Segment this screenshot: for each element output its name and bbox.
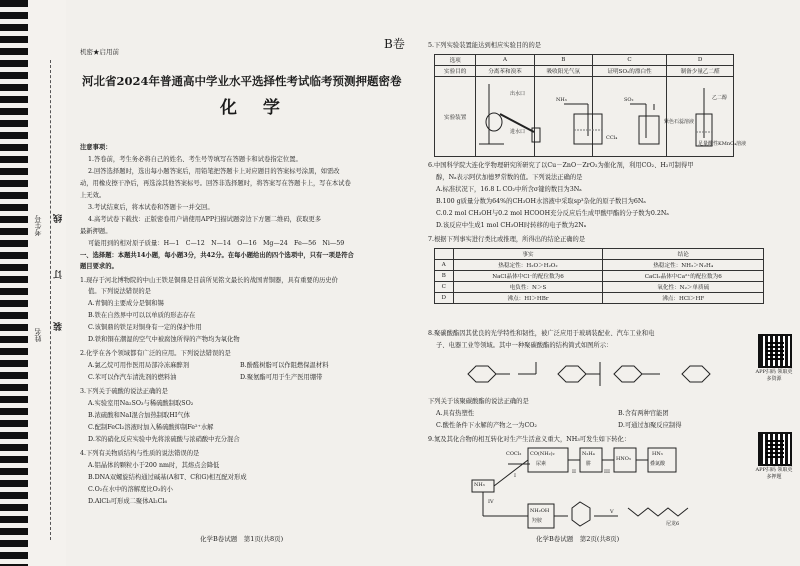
page-2-footer: 化学B卷试题 第2页(共8页) [536,535,620,543]
atomic-mass-line: 可能用到的相对原子质量：H—1 C—12 N—14 O—16 Mg—24 Fe—56 Ni—59 [88,240,345,247]
q9-nh3: NH₃ [474,482,485,488]
q9-hn3: HN₃ [652,451,663,457]
q9-hydroxylamine: 羟胺 [532,518,543,524]
q5-cell: 实验装置 [435,77,476,157]
q9-step-ii: II [572,469,576,475]
note-line: 4.高考试卷下载找：正版密卷用户请使用APP扫描试题旁边下方题二维码，获取更多 [88,216,322,223]
notes-heading: 注意事项： [80,144,112,151]
q1-option-b: B.铁在自然界中可以以单质的形态存在 [88,312,196,319]
q5-apparatus-drawings [434,74,734,156]
binding-strip [0,0,66,566]
qr-code-1[interactable] [758,334,792,368]
note-line: 1.答卷前，考生务必将自己的姓名、考生号等填写在答题卡和试卷指定位置。 [88,156,302,163]
q7-stem: 7.根据下列事实进行类比或推理，所得出的结论正确的是 [428,236,586,243]
note-line: 上无效。 [80,192,106,199]
q3-option-b: B.浓硫酸和NaI混合加热制取HI气体 [88,412,190,419]
q8-option-b: B.含有两种官能团 [618,410,669,417]
qr-caption-1: APP扫码 领取更多资源 [755,369,793,382]
q9-step-i: I [514,473,516,479]
note-line: 最新押题。 [80,228,112,235]
q6-stem: 6.中国科学院大连化学物理研究所研究了以Cu－ZnO－ZrO₂为催化剂，利用CO₂、H₂可制得甲 [428,162,694,169]
q7-table [434,248,764,304]
q9-urea-formula: CO(NH₂)₂ [530,451,555,457]
seal-line-text: 线 [54,214,64,223]
label-water-out: 出水口 [510,91,526,97]
page-2 [428,0,800,566]
q8-option-d: D.可通过加聚反应制得 [618,422,682,429]
q6-stem-cont: 醇，Nₐ表示阿伏加德罗常数的值。下列说法正确的是 [436,174,583,181]
q9-n2h4: N₂H₄ [582,451,595,457]
q7-cell: 热稳定性：H₂O＞H₂O₂ [453,260,603,271]
bind-line-text: 装 [54,322,64,331]
polycarbonate-structure [448,354,728,394]
note-line: 3.考试结束后，将本试卷和答题卡一并交回。 [88,204,214,211]
subject-title: 化 学 [220,98,290,118]
q5-cell: 吸收阳光气氛 [534,66,592,77]
q4-option-c: C.O₂在水中的溶解度比O₃的小 [88,486,173,493]
q5-cell: 实验目的 [435,66,476,77]
label-ccl4: CCl₄ [606,135,618,141]
q6-option-c: C.0.2 mol CH₃OH与0.2 mol HCOOH充分反应后生成甲酸甲酯的分子数为0.2Nₐ [436,210,669,217]
note-line: 动，用橡皮擦干净后，再选涂其他答案标号。回答非选择题时，将答案写在答题卡上，写在本试卷 [80,180,351,187]
q5-col-head: D [667,55,734,66]
q7-cell: C [435,282,454,293]
q1-option-d: D.铁和铜在潮湿的空气中被腐蚀所得的产物均为氧化物 [88,336,240,343]
q9-hydrazoic-acid: 叠氮酸 [650,461,666,467]
q7-cell: 氧化性：N₂＞单质硫 [603,282,764,293]
q7-cell: B [435,271,454,282]
q6-option-b: B.100 g质量分数为64%的CH₃OH水溶液中采取sp³杂化的原子数目为6Nₐ [436,198,646,205]
section-heading-cont: 题目要求的。 [80,263,118,270]
q9-step-iii: III [604,469,610,475]
label-litmus: 紫色石蕊溶液 [664,119,695,125]
q5-col-head: A [476,55,534,66]
q9-stem: 9.氮及其化合物的相互转化对生产生活意义重大，NH₃可发生如下转化： [428,436,631,443]
q9-step-iv: IV [488,499,494,505]
label-kmno4: 足量酸性KMnO₄溶液 [698,141,747,147]
q2-option-a: A.氯乙烷可用作医用局部冷冻麻醉剂 [88,362,190,369]
q2-option-c: C.苯可以作汽车清洗剂的燃料油 [88,374,177,381]
q1-stem: 1.现存于河北博物院的中山王铁足铜鼎是目前所见铭文最长的战国青铜器，具有重要的历史价 [80,277,338,284]
note-line: 2.回答选择题时，选出每小题答案后，用铅笔把答题卡上对应题目的答案标号涂黑，如需改 [88,168,340,175]
q5-cell: 分离苯和溴苯 [476,66,534,77]
label-glycol: 乙二醇 [712,95,728,101]
q7-cell: D [435,293,454,304]
q7-cell: A [435,260,454,271]
q3-option-d: D.苯的硝化反应实验中先将浓硫酸与浓硝酸中充分混合 [88,436,240,443]
q2-stem: 2.化学在各个领域都有广泛的应用。下列说法错误的是 [80,350,231,357]
q1-stem-cont: 值。下列说法错误的是 [88,288,151,295]
q4-option-b: B.DNA双螺旋结构通过碱基(A和T、C和G)相互配对形成 [88,474,247,481]
q8-option-a: A.具有热塑性 [436,410,475,417]
q3-option-a: A.实验室用Na₂SO₃与稀硫酸制取SO₂ [88,400,194,407]
q5-col-head: C [592,55,666,66]
q1-option-c: C.该铜鼎的铁足对铜身有一定的保护作用 [88,324,202,331]
q8-stem-cont: 子、电器工业等领域。其中一种聚碳酸酯的结构简式如图所示： [436,342,613,349]
label-nh3: NH₃ [556,97,567,103]
q7-head: 结论 [603,249,764,260]
label-so2: SO₂ [624,97,634,103]
q6-option-d: D.该反应中生成1 mol CH₃OH时转移的电子数为2Nₐ [436,222,587,229]
q9-hno3: HNO₃ [616,456,631,462]
q5-col-head: 选项 [435,55,476,66]
q7-cell: 沸点：HI＞HBr [453,293,603,304]
q7-head [435,249,454,260]
q8-question: 下列关于该聚碳酸酯的说法正确的是 [428,398,529,405]
volume-mark: B卷 [384,37,405,51]
q5-col-head: B [534,55,592,66]
secret-mark: 机密★启用前 [80,48,119,56]
qr-code-2[interactable] [758,432,792,466]
q9-step-v: V [610,509,614,515]
q5-cell: 证明SO₂的漂白性 [592,66,666,77]
order-line-text: 订 [54,270,64,279]
q9-urea: 尿素 [536,461,547,467]
q4-stem: 4.下列有关物质结构与性质的说法错误的是 [80,450,200,457]
q9-cocl2: COCl₂ [506,451,522,457]
exam-no-label: 考生号 [34,215,42,236]
label-water-in: 进水口 [510,129,526,135]
q2-option-d: D.聚氨酯可用于生产医用绷带 [240,374,323,381]
q9-conversion-diagram [468,446,728,530]
q9-nh2oh: NH₂OH [530,508,550,514]
q2-option-b: B.酚醛树脂可以作阻燃保温材料 [240,362,329,369]
q5-cell: 制备少量乙二醛 [667,66,734,77]
q7-head: 事实 [453,249,603,260]
q7-cell: NaCl晶体中Cl⁻的配位数为6 [453,271,603,282]
exam-title: 河北省2024年普通高中学业水平选择性考试临考预测押题密卷 [82,74,402,88]
q4-option-d: D.AlCl₃可形成二聚体Al₂Cl₆ [88,498,167,505]
q1-option-a: A.青铜的主要成分是铜和锡 [88,300,164,307]
q7-cell: 电负性：N＞S [453,282,603,293]
q9-nylon6: 尼龙6 [666,521,680,527]
q3-option-c: C.配制FeCl₂溶液时加入稀硫酸抑制Fe²⁺水解 [88,424,214,431]
q3-stem: 3.下列关于硫酸的说法正确的是 [80,388,168,395]
fold-line [50,60,51,540]
q9-hydrazine: 肼 [586,461,592,467]
q5-stem: 5.下列实验装置能达到相应实验目的的是 [428,42,542,49]
binding-stripes [0,0,28,566]
qr-caption-2: APP扫码 领取更多押题 [755,467,793,480]
name-label: 姓名 [34,328,42,342]
q8-option-c: C.酸性条件下水解的产物之一为CO₂ [436,422,537,429]
q7-cell: CaCl₂晶体中Ca²⁺的配位数为6 [603,271,764,282]
section-heading: 一、选择题：本题共14小题，每小题3分，共42分。在每小题给出的四个选项中，只有一项是符合 [80,252,354,259]
page-1 [80,0,420,566]
q6-option-a: A.标准状况下，16.8 L CO₂中所含σ键的数目为3Nₐ [436,186,582,193]
q7-cell: 热稳定性：NH₃＞N₂H₄ [603,260,764,271]
q7-cell: 沸点：HCl＞HF [603,293,764,304]
q4-option-a: A.铝晶体的颗粒小于200 nm时，其熔点会降低 [88,462,220,469]
page-1-footer: 化学B卷试题 第1页(共8页) [200,535,284,543]
q8-stem: 8.聚碳酸酯因其优良的光学特性和韧性，被广泛应用于玻璃装配业、汽车工业和电 [428,330,655,337]
